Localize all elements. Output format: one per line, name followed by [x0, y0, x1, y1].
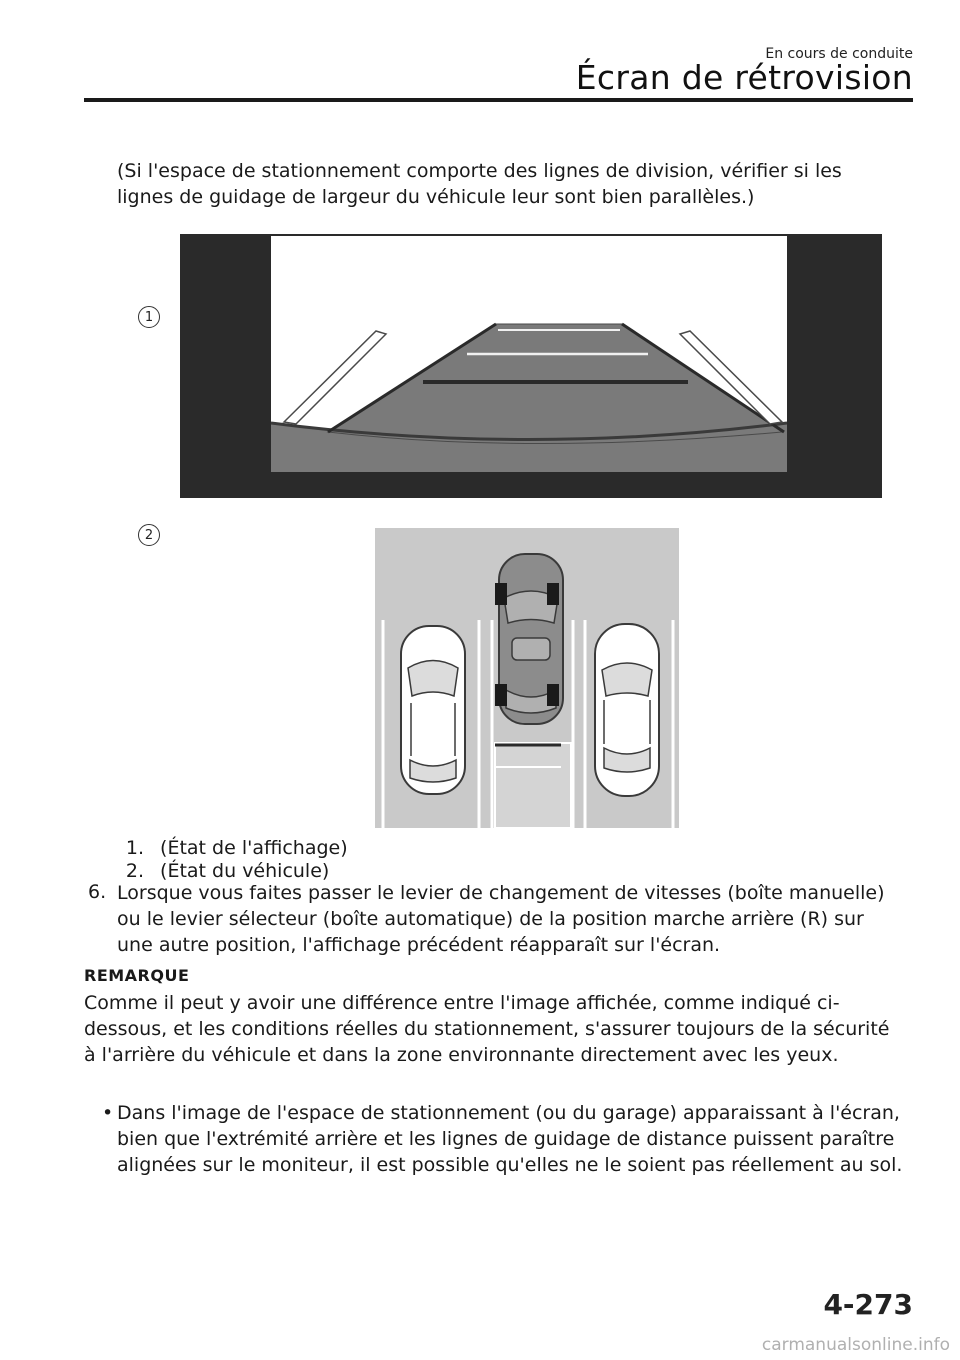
note-title: REMARQUE: [84, 966, 190, 985]
header-rule: [84, 98, 913, 102]
note-body: Comme il peut y avoir une différence entre l'image affichée, comme indiqué ci-dessous, et les conditions réelles du stationnement, s'assurer toujours de la sécurité à l'arrière du véhicule et dans la zone environnante directement avec les yeux.: [84, 992, 890, 1066]
watermark: carmanualsonline.info: [761, 1335, 950, 1355]
legend-text: (État de l'affichage): [160, 837, 348, 859]
step-number: 6.: [88, 881, 107, 903]
figure-legend-1: [122, 836, 348, 860]
rearview-screen-illustration: [180, 234, 882, 498]
reversing-car: [495, 554, 563, 724]
parking-lot-illustration: [375, 528, 679, 828]
callout-1: 1: [138, 306, 160, 328]
parked-car-right: [595, 624, 659, 796]
legend-number: 1.: [125, 837, 144, 859]
stall-box: [495, 743, 571, 828]
bullet-mark: •: [102, 1102, 114, 1124]
intro-paragraph: (Si l'espace de stationnement comporte des lignes de division, vérifier si les lignes de guidage de largeur du véhicule leur sont bien parallèles.): [117, 160, 842, 208]
page-title: Écran de rétrovision: [575, 58, 913, 97]
callout-2: 2: [138, 524, 160, 546]
legend-text: (État du véhicule): [160, 860, 330, 882]
step-6: [88, 880, 900, 958]
step-text: Lorsque vous faites passer le levier de changement de vitesses (boîte manuelle) ou le levier sélecteur (boîte automatique) de la position marche arrière (R) sur une autre position, l'affichage précédent réapparaît sur l'écran.: [117, 882, 885, 956]
parked-car-left: [401, 626, 465, 794]
legend-number: 2.: [125, 860, 144, 882]
illustration: [130, 232, 890, 832]
bullet-text: Dans l'image de l'espace de stationnement (ou du garage) apparaissant à l'écran, bien que l'extrémité arrière et les lignes de guidage de distance puissent paraître alignées sur le moniteur, il est possible qu'elles ne le soient pas réellement au sol.: [117, 1102, 903, 1176]
note-bullet: [102, 1100, 917, 1178]
page-number: 4-273: [823, 1288, 913, 1321]
header-section: En cours de conduite: [765, 46, 913, 62]
